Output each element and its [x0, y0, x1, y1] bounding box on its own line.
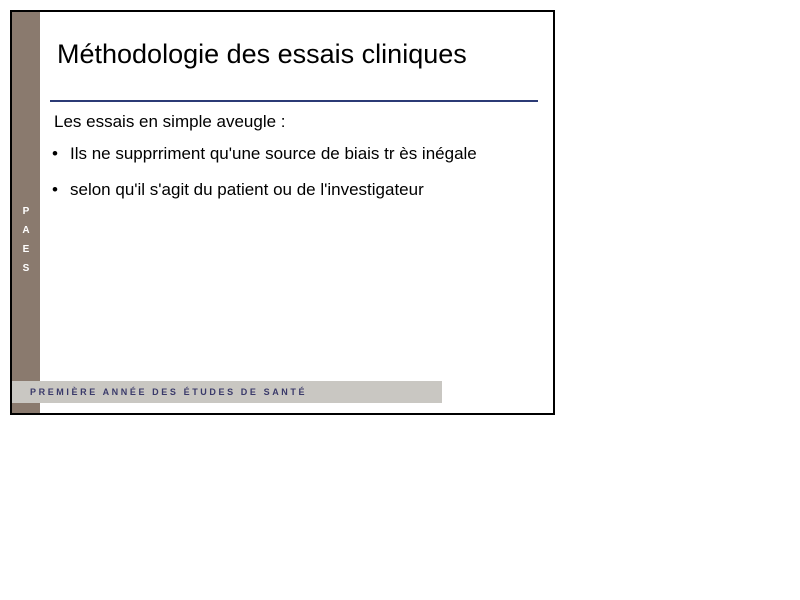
- bullet-dot-icon: •: [52, 144, 58, 163]
- slide-title: Méthodologie des essais cliniques: [57, 39, 467, 69]
- sidebar-letter-e: E: [22, 244, 30, 255]
- bullet-list: [42, 142, 547, 202]
- sidebar-letter-s: S: [22, 263, 30, 274]
- sidebar-letter-p: P: [22, 206, 30, 217]
- list-item-text: Ils ne supprriment qu'une source de biais tr ès inégale: [70, 144, 477, 163]
- slide-canvas: [10, 10, 555, 415]
- list-item: [42, 178, 547, 202]
- list-item: [42, 142, 547, 166]
- slide-body: [42, 112, 547, 214]
- footer-band: [12, 381, 442, 403]
- title-underline-rule: [50, 100, 538, 102]
- bullet-dot-icon: •: [52, 180, 58, 200]
- sidebar-letter-a: A: [22, 225, 30, 236]
- sidebar-acronym: [12, 202, 40, 278]
- intro-line: Les essais en simple aveugle :: [54, 112, 286, 131]
- list-item-text: selon qu'il s'agit du patient ou de l'investigateur: [70, 180, 424, 200]
- footer-text: PREMIÈRE ANNÉE DES ÉTUDES DE SANTÉ: [30, 387, 308, 397]
